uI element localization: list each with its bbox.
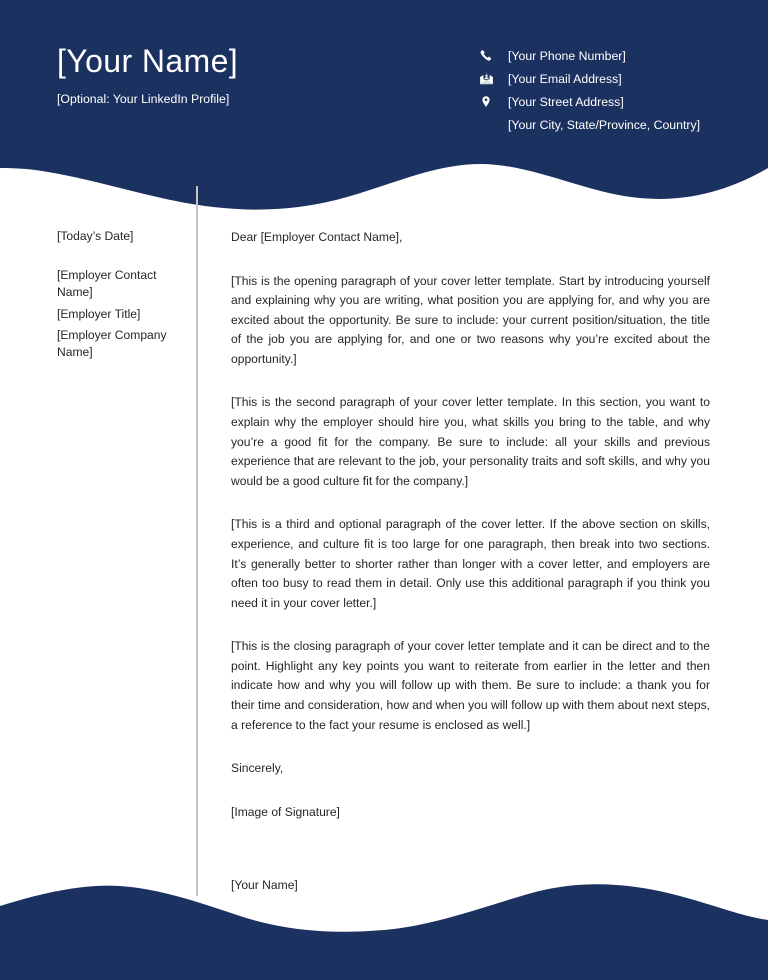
body-paragraph-1: [This is the opening paragraph of your cover letter template. Start by introducing yourself and explaining why you are writing, what position you are applying for, and why you are excited about the opportunity. Be sure to include: your current position/situation, the title of the job you are applying for, and one or two reasons why you’re excited about the opportunity.] bbox=[231, 273, 710, 366]
closing-salutation: Sincerely, bbox=[231, 761, 284, 776]
todays-date: [Today’s Date] bbox=[57, 229, 134, 243]
page-title-your-name: [Your Name] bbox=[57, 43, 239, 79]
street-address-text: [Your Street Address] bbox=[508, 94, 624, 109]
phone-number-text: [Your Phone Number] bbox=[508, 48, 626, 63]
header-content bbox=[0, 0, 768, 165]
employer-contact-name: [Employer Contact Name] bbox=[57, 268, 157, 300]
body-paragraph-4: [This is the closing paragraph of your cover letter template and it can be direct and to the point. Highlight any key points you want to reiterate from earlier in the letter and then indicate how and why you will follow up with them. Be sure to include: a thank you for their time and consideration, how and when you will follow up with them about next steps, a reference to the fact your resume is enclosed as well.] bbox=[231, 639, 710, 732]
contact-row-address bbox=[476, 90, 700, 113]
city-state-country-text: [Your City, State/Province, Country] bbox=[508, 117, 701, 132]
email-address-text: [Your Email Address] bbox=[508, 71, 622, 86]
contact-row-city bbox=[476, 113, 700, 136]
signature-image-placeholder: [Image of Signature] bbox=[231, 804, 340, 819]
footer-navy-wave-band bbox=[0, 868, 768, 980]
employer-title: [Employer Title] bbox=[57, 306, 141, 321]
name-block bbox=[57, 44, 238, 106]
body-paragraph-2: [This is the second paragraph of your cover letter template. In this section, you want to explain why the employer should hire you, what skills you bring to the table, and why you’re a good fit for the company. Be sure to include: all your skills and previous experience that are relevant to the job, your personality traits and soft skills, and why you would be a good culture fit for the company.] bbox=[231, 395, 710, 488]
salutation: Dear [Employer Contact Name], bbox=[231, 230, 403, 244]
contact-block bbox=[476, 44, 700, 136]
linkedin-profile-line: [Optional: Your LinkedIn Profile] bbox=[57, 91, 230, 106]
location-pin-icon bbox=[476, 93, 496, 111]
letter-body bbox=[231, 228, 710, 896]
phone-icon bbox=[476, 47, 496, 65]
employer-company-name: [Employer Company Name] bbox=[57, 327, 167, 359]
contact-row-email bbox=[476, 67, 700, 90]
recipient-sidebar bbox=[57, 228, 185, 365]
body-paragraph-3: [This is a third and optional paragraph of the cover letter. If the above section on skills, experience, and culture fit is too large for one paragraph, then break into two sections. It’s generally better to shorter rather than longer with a cover letter, and employers are often too busy to read them in detail. Only use this additional paragraph if you think you need it in your cover letter.] bbox=[231, 517, 710, 610]
email-envelope-icon bbox=[476, 70, 496, 88]
signature-name: [Your Name] bbox=[231, 878, 298, 893]
contact-row-phone bbox=[476, 44, 700, 67]
column-divider bbox=[196, 186, 198, 896]
